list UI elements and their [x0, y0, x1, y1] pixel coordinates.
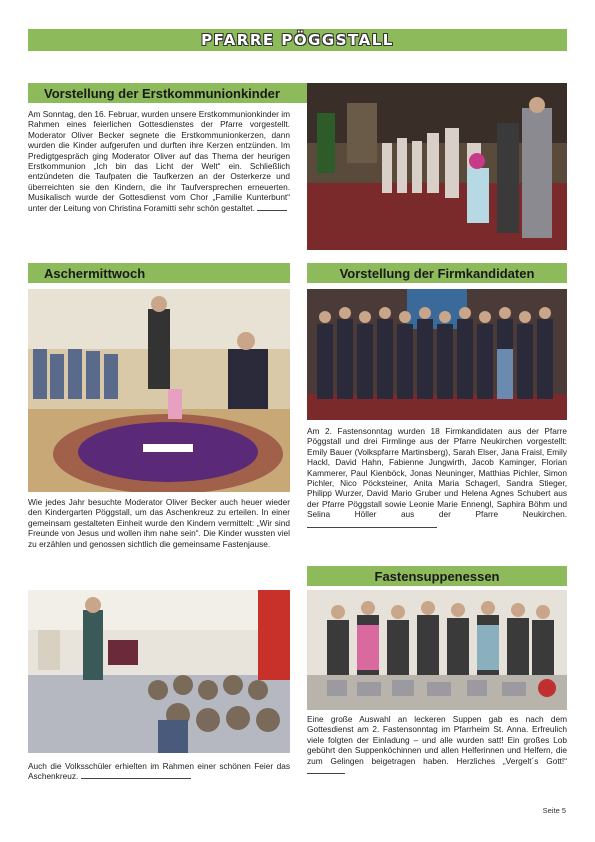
text-volksschule — [28, 761, 290, 782]
page-number: Seite 5 — [542, 806, 566, 815]
text-firmkandidaten-body: Am 2. Fastensonntag wurden 18 Firmkandidaten aus der Pfarre Pöggstall und drei Firmlinge aus der Pfarre Neukirchen vorgestellt: Emily Bauer (Volkspfarre Martinsberg), Sarah Elser, Jana Fraisl, Emily Hackl, David Hahn, Fabienne Jungwirth, Jacob Kaminger, Florian Kammerer, Paul Kienböck, Jonas Neuninger, Matthias Pichler, Simon Pichler, Nico Pöcksteiner, Anita Maria Schagerl, Sandra Stieger, Philipp Wurzer, David Mario Gruber und Helena Agnes Schubert aus der Pfarre Pöggstall sowie Leonie Marie Ennengl, Saphira Böhm und Selina Höller aus der Pfarre Neukirchen. — [307, 426, 567, 520]
text-end-rule — [307, 526, 437, 528]
heading-firmkandidaten-text: Vorstellung der Firmkandidaten — [339, 265, 535, 281]
text-fastensuppe-body: Eine große Auswahl an leckeren Suppen gab es nach dem Gottesdienst am 2. Fastensonntag im Pfarrheim St. Anna. Erfreulich viele folgten der Einladung – und alle wurden satt! Ein großes Lob gebührt den Suppenköchinnen und allen Helferinnen und Helfern, die zum Gelingen beigetragen haben. Herzliches „Vergelt´s Gott!“ — [307, 714, 567, 766]
text-erstkommunion-body: Am Sonntag, den 16. Februar, wurden unsere Erstkommunionkinder im Rahmen eines feierlichen Gottesdienstes der Pfarre vorgestellt. Moderator Oliver Becker segnete die Erstkommunionkerzen, dann wurden die Kinder aufgerufen und durften ihre Kerzen entzünden. Im Predigtgespräch ging Moderator Oliver auf das Thema der heurigen Erstkommunion „Ich bin das Licht der Welt“ ein. Schließlich entzündeten die Taufpaten die Taufkerzen an der Osterkerze und überreichten sie den Kindern, die ihr Taufversprechen erneuerten. Musikalisch wurde der Gottesdienst vom Chor „Familie Kunterbunt“ unter der Leitung von Christina Foramitti sehr schön gestaltet. — [28, 109, 290, 213]
photo-volksschule — [28, 590, 290, 753]
text-volksschule-body: Auch die Volksschüler erhielten im Rahmen einer schönen Feier das Aschenkreuz. — [28, 761, 290, 782]
heading-erstkommunion — [28, 83, 331, 103]
photo-firmkandidaten — [307, 289, 567, 420]
heading-firmkandidaten — [307, 263, 567, 283]
banner-title: PFARRE PÖGGSTALL — [201, 31, 394, 49]
text-erstkommunion — [28, 109, 290, 213]
text-aschermittwoch — [28, 497, 290, 549]
text-end-rule — [307, 772, 345, 774]
text-end-rule — [81, 777, 191, 779]
photo-erstkommunion — [307, 83, 567, 250]
heading-erstkommunion-text: Vorstellung der Erstkommunionkinder — [44, 85, 280, 101]
heading-fastensuppe — [307, 566, 567, 586]
text-end-rule — [257, 209, 287, 211]
text-firmkandidaten — [307, 426, 567, 530]
page-banner — [28, 29, 567, 51]
heading-aschermittwoch-text: Aschermittwoch — [44, 265, 146, 281]
heading-fastensuppe-text: Fastensuppenessen — [374, 568, 500, 584]
text-aschermittwoch-body: Wie jedes Jahr besuchte Moderator Oliver Becker auch heuer wieder den Kindergarten Pöggstall, um das Aschenkreuz zu erteilen. In einer gemeinsam gestalteten Einheit wurde den Kindern vermittelt: „Wir sind Freunde von Jesus und wollen ihm nahe sein“. Die Kinder wussten viel zu erzählen und genossen sichtlich die gemeinsame Fastenjause. — [28, 497, 290, 549]
text-fastensuppe — [307, 714, 567, 776]
photo-fastensuppe — [307, 590, 567, 710]
heading-aschermittwoch — [28, 263, 290, 283]
photo-aschermittwoch — [28, 289, 290, 492]
